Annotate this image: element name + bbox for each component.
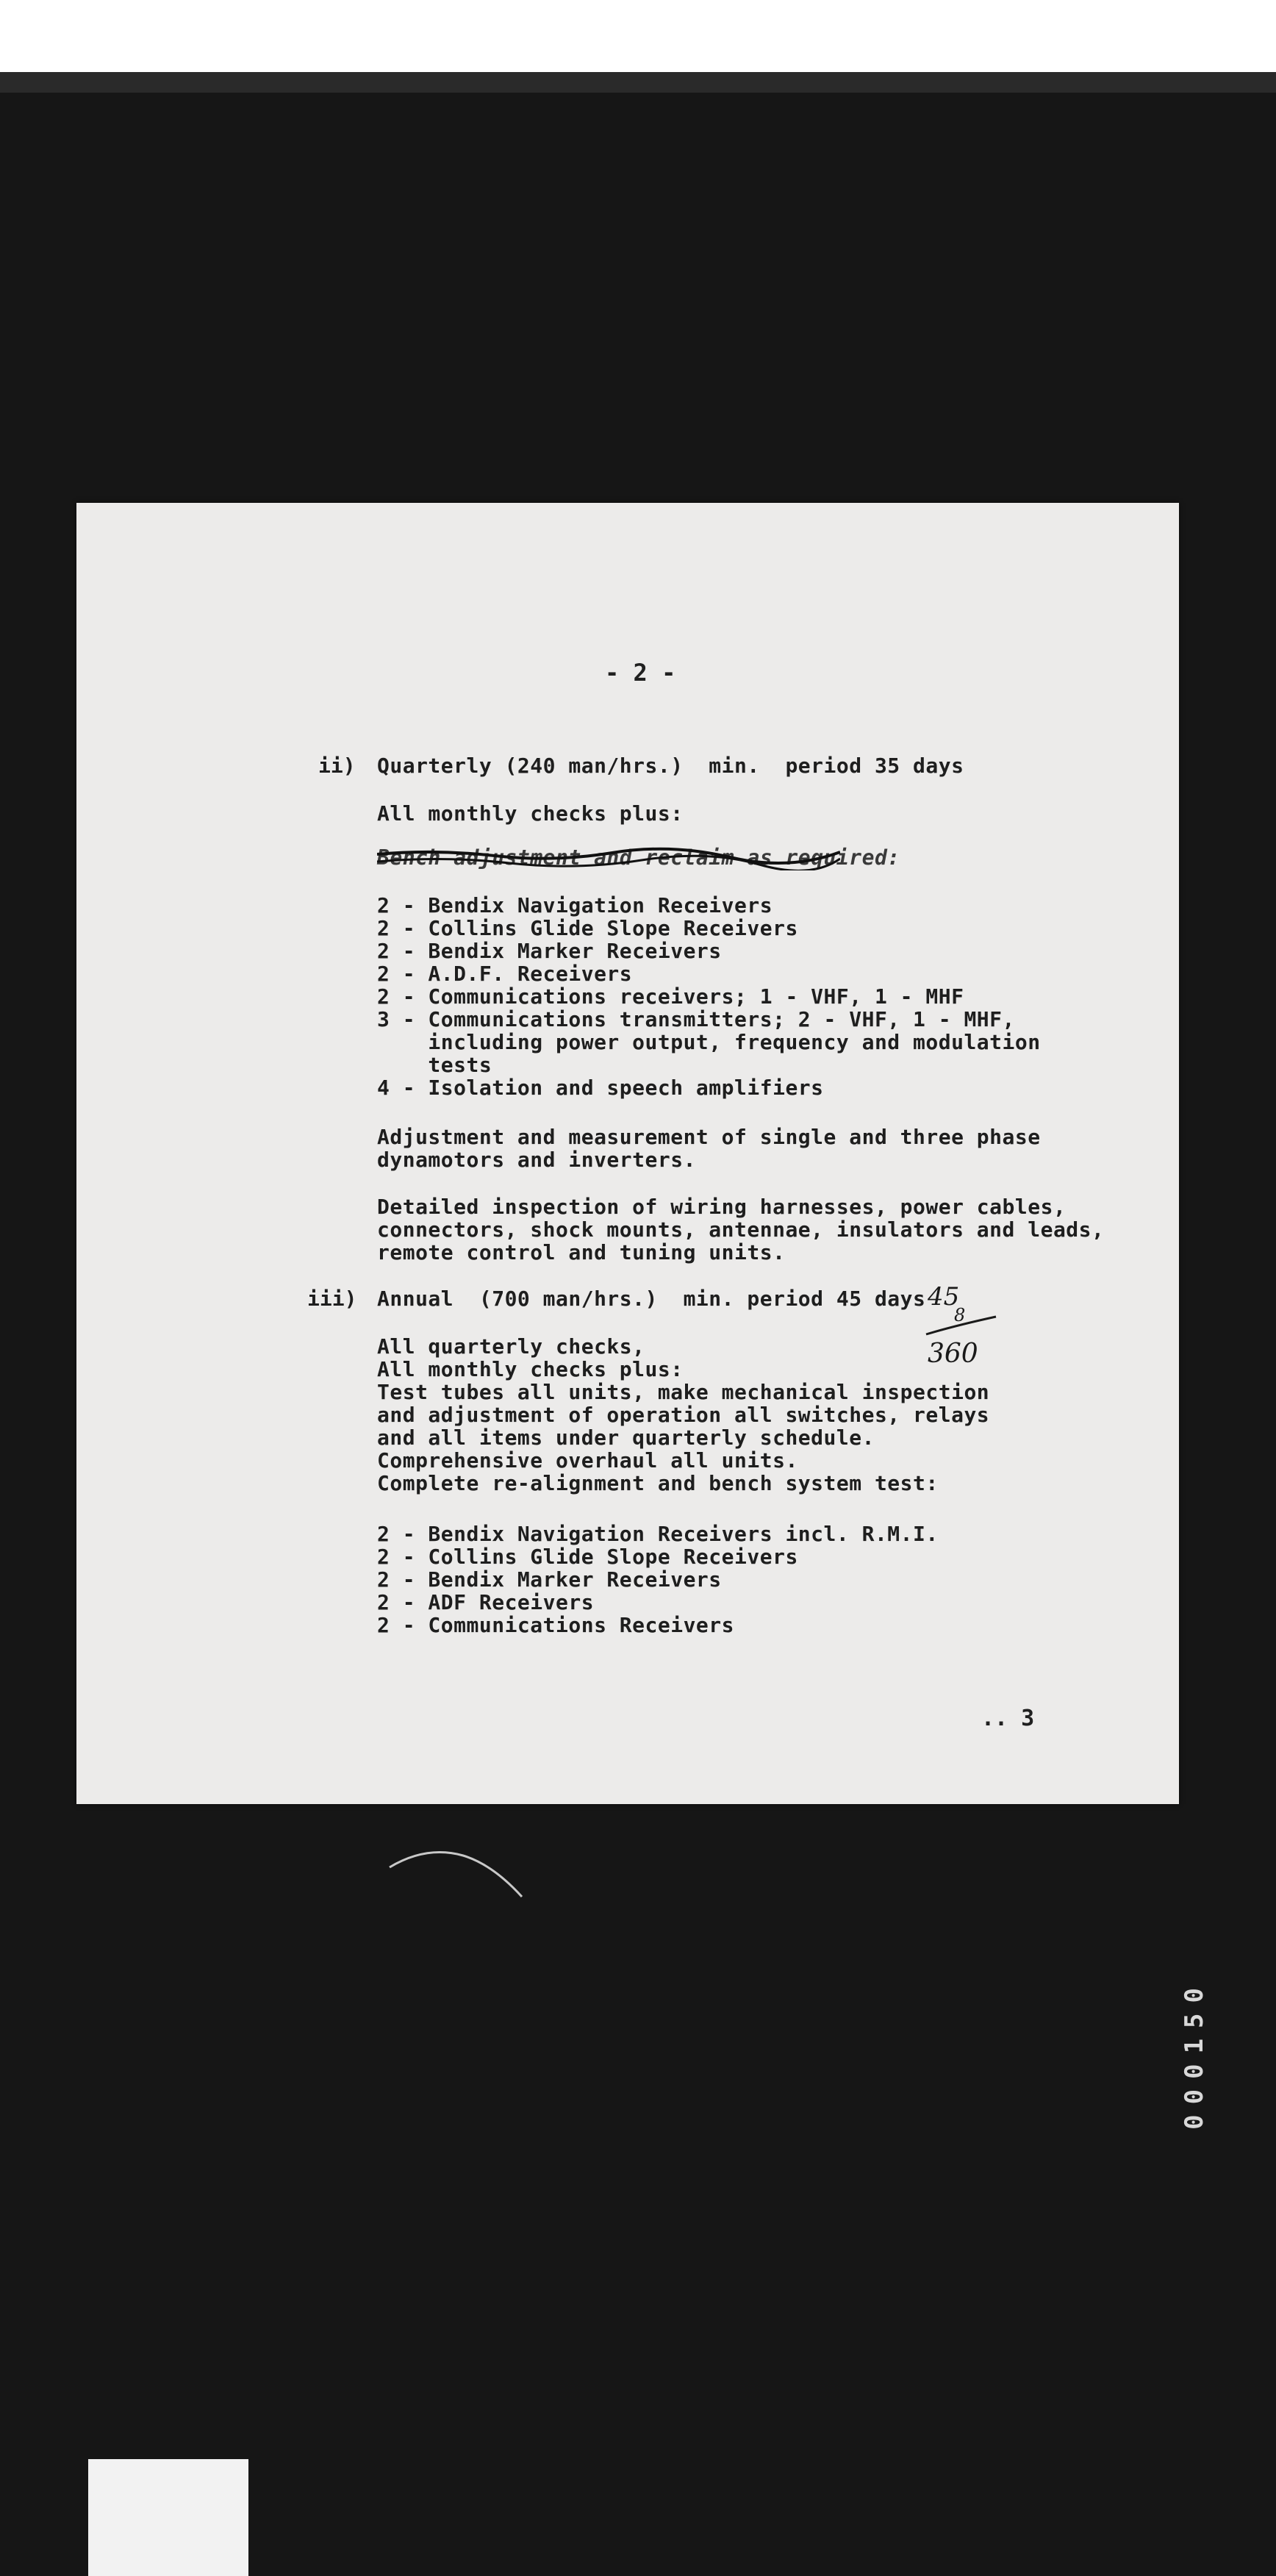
handwritten-calculation	[911, 1276, 1000, 1375]
list-item: 4 - Isolation and speech amplifiers	[377, 1076, 824, 1100]
body-line: and adjustment of operation all switches, relays	[377, 1403, 990, 1427]
film-frame-number: 000150	[1180, 1978, 1209, 2130]
list-item: 2 - Collins Glide Slope Receivers	[377, 916, 798, 940]
paragraph-line: Adjustment and measurement of single and three phase	[377, 1125, 1041, 1149]
paragraph-line: Detailed inspection of wiring harnesses, power cables,	[377, 1195, 1067, 1219]
list-item: 2 - Bendix Navigation Receivers	[377, 893, 773, 917]
struck-line: Bench adjustment and reclaim as required:	[377, 845, 900, 870]
section-numeral: iii)	[307, 1287, 357, 1311]
list-item: 2 - Collins Glide Slope Receivers	[377, 1545, 798, 1569]
list-item: 2 - Bendix Navigation Receivers incl. R.M.I.	[377, 1522, 939, 1546]
body-line: and all items under quarterly schedule.	[377, 1425, 875, 1450]
stray-pen-mark	[382, 1838, 529, 1904]
film-top-border	[0, 0, 1276, 72]
list-item: 2 - ADF Receivers	[377, 1590, 595, 1614]
body-line: Complete re-alignment and bench system test:	[377, 1471, 939, 1495]
svg-text:360: 360	[928, 1339, 978, 1369]
list-item: 3 - Communications transmitters; 2 - VHF, 1 - MHF,	[377, 1007, 1015, 1031]
list-item: 2 - A.D.F. Receivers	[377, 962, 633, 986]
section-heading: Annual (700 man/hrs.) min. period 45 days	[377, 1287, 926, 1311]
body-line: All quarterly checks,	[377, 1334, 645, 1359]
film-leader-tab	[88, 2459, 248, 2576]
page-number: - 2 -	[605, 659, 676, 687]
svg-text:45: 45	[928, 1282, 960, 1312]
list-item: 2 - Communications Receivers	[377, 1613, 735, 1637]
continuation-marker: .. 3	[981, 1706, 1035, 1731]
svg-text:8: 8	[954, 1305, 966, 1325]
section-heading: Quarterly (240 man/hrs.) min. period 35 days	[377, 754, 964, 778]
film-edge	[0, 72, 1276, 93]
handwritten-strikethrough	[377, 845, 840, 870]
list-item: 2 - Communications receivers; 1 - VHF, 1 - MHF	[377, 984, 964, 1009]
body-line: Comprehensive overhaul all units.	[377, 1448, 798, 1473]
body-line: All monthly checks plus:	[377, 1357, 684, 1381]
paragraph-line: dynamotors and inverters.	[377, 1148, 696, 1172]
body-line: Test tubes all units, make mechanical inspection	[377, 1380, 990, 1404]
section-intro: All monthly checks plus:	[377, 801, 684, 826]
paragraph-line: remote control and tuning units.	[377, 1240, 786, 1264]
paragraph-line: connectors, shock mounts, antennae, insulators and leads,	[377, 1217, 1105, 1242]
list-item: 2 - Bendix Marker Receivers	[377, 939, 722, 963]
list-item: 2 - Bendix Marker Receivers	[377, 1567, 722, 1592]
list-item-continuation: tests	[377, 1053, 492, 1077]
section-numeral: ii)	[318, 754, 356, 778]
list-item-continuation: including power output, frequency and modulation	[377, 1030, 1041, 1054]
